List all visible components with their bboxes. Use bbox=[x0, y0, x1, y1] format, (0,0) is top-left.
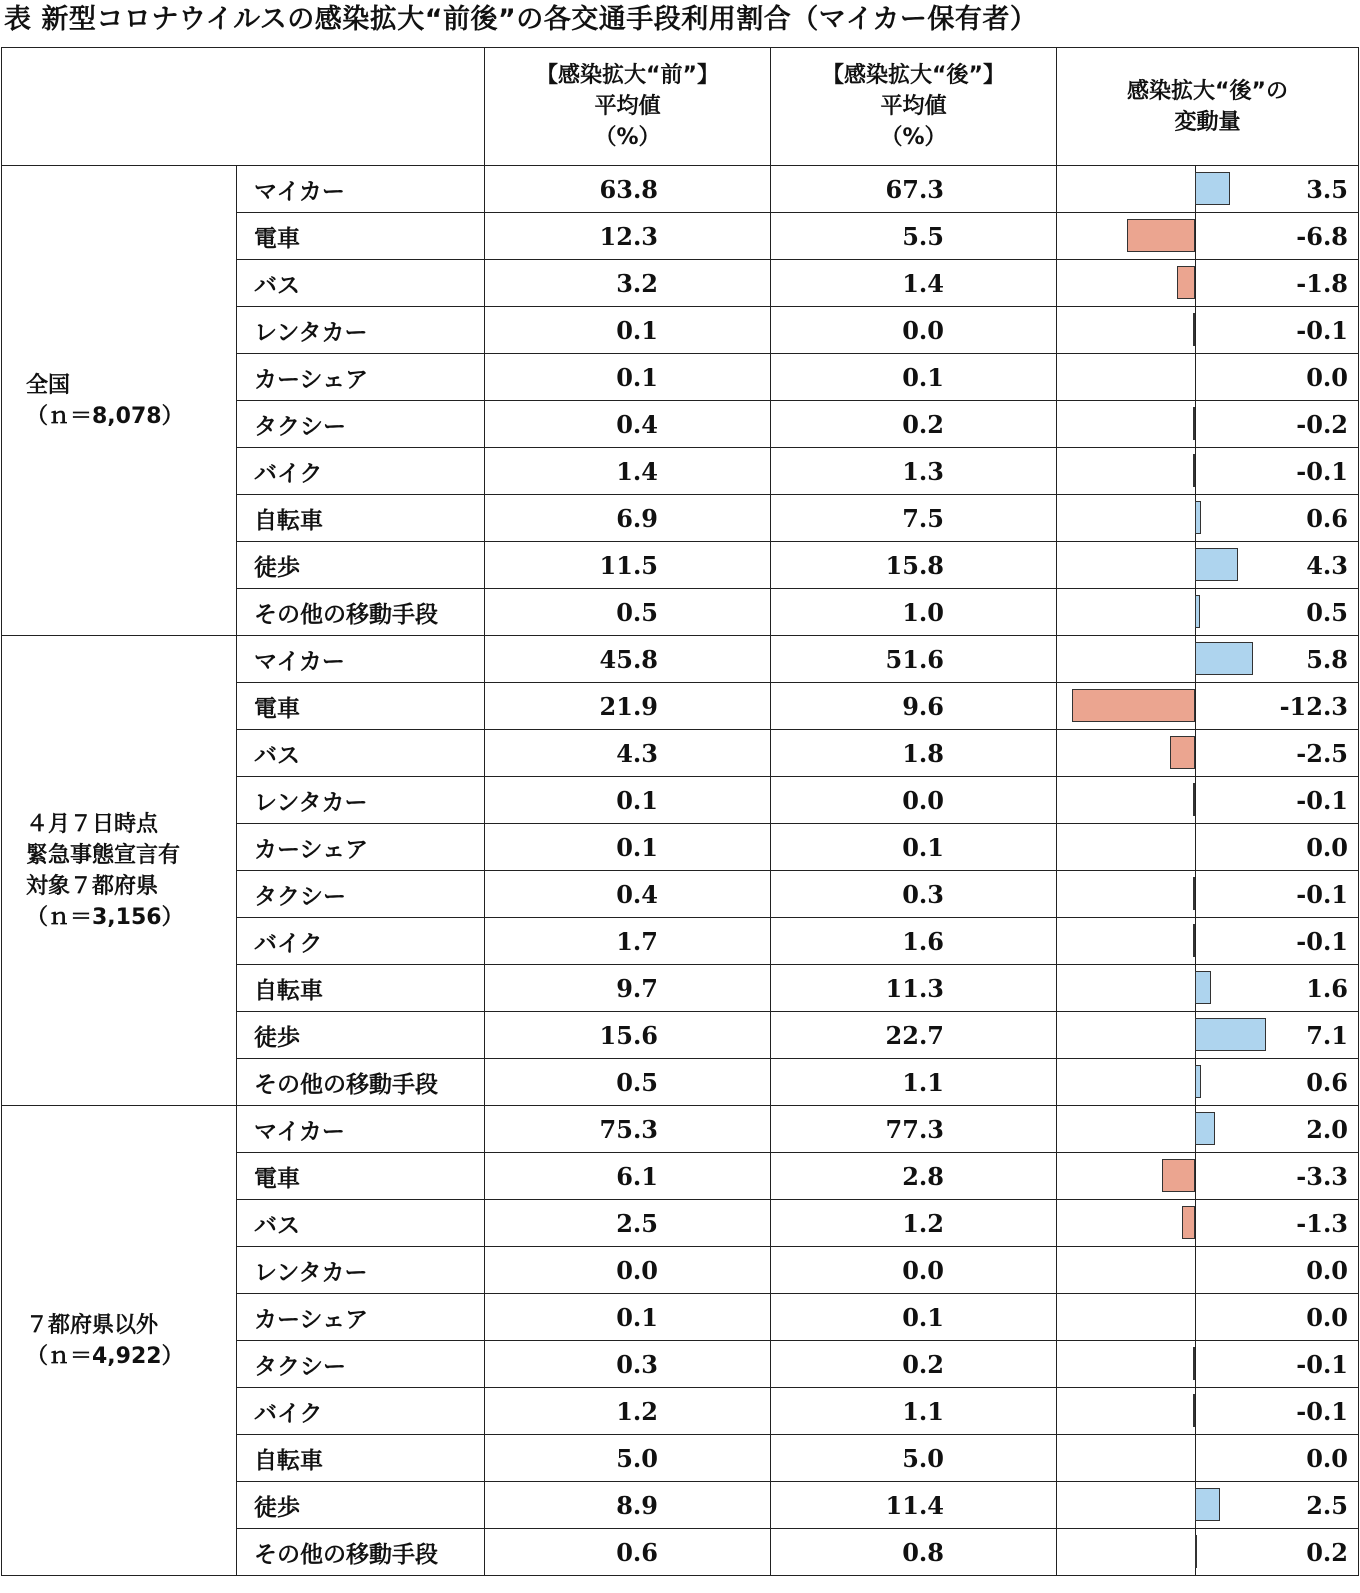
after-value: 1.0 bbox=[771, 589, 1057, 636]
change-bar bbox=[1195, 1112, 1215, 1145]
mode-label: バス bbox=[237, 730, 485, 777]
after-value: 15.8 bbox=[771, 542, 1057, 589]
change-bar bbox=[1182, 1206, 1195, 1239]
before-value: 0.4 bbox=[485, 871, 771, 918]
mode-label: バイク bbox=[237, 1388, 485, 1435]
table-row bbox=[2, 636, 1359, 683]
change-cell bbox=[1057, 1294, 1359, 1341]
change-axis-line bbox=[1195, 1294, 1196, 1340]
before-value: 0.5 bbox=[485, 1059, 771, 1106]
change-value: 2.5 bbox=[1306, 1490, 1348, 1520]
table-body bbox=[2, 166, 1359, 1576]
change-axis-line bbox=[1195, 824, 1196, 870]
change-axis-line bbox=[1195, 213, 1196, 259]
change-bar bbox=[1193, 1347, 1195, 1380]
change-cell bbox=[1057, 401, 1359, 448]
after-value: 1.2 bbox=[771, 1200, 1057, 1247]
change-cell bbox=[1057, 871, 1359, 918]
change-axis-line bbox=[1195, 1341, 1196, 1387]
change-value: 0.2 bbox=[1306, 1537, 1348, 1567]
mode-label: レンタカー bbox=[237, 777, 485, 824]
change-value: 3.5 bbox=[1306, 174, 1348, 204]
header-after bbox=[771, 48, 1057, 166]
before-value: 5.0 bbox=[485, 1435, 771, 1482]
group-label bbox=[2, 636, 237, 1106]
change-axis-line bbox=[1195, 448, 1196, 494]
after-value: 0.1 bbox=[771, 824, 1057, 871]
change-cell bbox=[1057, 1529, 1359, 1576]
after-value: 0.0 bbox=[771, 307, 1057, 354]
header-after-line: （%） bbox=[880, 125, 947, 150]
change-value: 4.3 bbox=[1306, 550, 1348, 580]
change-axis-line bbox=[1195, 871, 1196, 917]
before-value: 0.0 bbox=[485, 1247, 771, 1294]
change-bar bbox=[1127, 219, 1195, 252]
before-value: 4.3 bbox=[485, 730, 771, 777]
change-value: -0.1 bbox=[1296, 1349, 1348, 1379]
mode-label: レンタカー bbox=[237, 307, 485, 354]
change-value: 0.5 bbox=[1306, 597, 1348, 627]
after-value: 1.1 bbox=[771, 1059, 1057, 1106]
after-value: 0.3 bbox=[771, 871, 1057, 918]
before-value: 12.3 bbox=[485, 213, 771, 260]
change-axis-line bbox=[1195, 1153, 1196, 1199]
change-cell bbox=[1057, 354, 1359, 401]
change-value: -1.8 bbox=[1296, 268, 1348, 298]
before-value: 6.9 bbox=[485, 495, 771, 542]
group-label bbox=[2, 166, 237, 636]
change-cell bbox=[1057, 589, 1359, 636]
change-cell bbox=[1057, 1153, 1359, 1200]
before-value: 0.6 bbox=[485, 1529, 771, 1576]
group-label-line: ７都府県以外 bbox=[26, 1312, 159, 1338]
change-bar bbox=[1195, 1065, 1201, 1098]
change-cell bbox=[1057, 636, 1359, 683]
change-bar bbox=[1195, 1488, 1220, 1521]
after-value: 0.1 bbox=[771, 1294, 1057, 1341]
change-value: 0.0 bbox=[1306, 1443, 1348, 1473]
header-after-line: 平均値 bbox=[880, 94, 947, 119]
mode-label: 電車 bbox=[237, 683, 485, 730]
change-cell bbox=[1057, 542, 1359, 589]
after-value: 67.3 bbox=[771, 166, 1057, 213]
before-value: 8.9 bbox=[485, 1482, 771, 1529]
after-value: 0.2 bbox=[771, 1341, 1057, 1388]
header-blank bbox=[2, 48, 485, 166]
after-value: 1.6 bbox=[771, 918, 1057, 965]
change-axis-line bbox=[1195, 730, 1196, 776]
change-value: -0.2 bbox=[1296, 409, 1348, 439]
before-value: 75.3 bbox=[485, 1106, 771, 1153]
mode-label: 自転車 bbox=[237, 495, 485, 542]
before-value: 0.1 bbox=[485, 354, 771, 401]
header-row bbox=[2, 48, 1359, 166]
mode-label: タクシー bbox=[237, 401, 485, 448]
change-cell bbox=[1057, 166, 1359, 213]
after-value: 5.0 bbox=[771, 1435, 1057, 1482]
change-cell bbox=[1057, 1200, 1359, 1247]
before-value: 45.8 bbox=[485, 636, 771, 683]
after-value: 11.3 bbox=[771, 965, 1057, 1012]
mode-label: バス bbox=[237, 260, 485, 307]
usage-table bbox=[1, 47, 1359, 1576]
change-value: -0.1 bbox=[1296, 456, 1348, 486]
change-bar bbox=[1193, 783, 1195, 816]
change-bar bbox=[1162, 1159, 1195, 1192]
mode-label: 徒歩 bbox=[237, 542, 485, 589]
change-value: 2.0 bbox=[1306, 1114, 1348, 1144]
mode-label: その他の移動手段 bbox=[237, 1059, 485, 1106]
change-cell bbox=[1057, 1388, 1359, 1435]
mode-label: 徒歩 bbox=[237, 1482, 485, 1529]
before-value: 15.6 bbox=[485, 1012, 771, 1059]
change-cell bbox=[1057, 1482, 1359, 1529]
page-title: 表 新型コロナウイルスの感染拡大“前後”の各交通手段利用割合（マイカー保有者） bbox=[4, 4, 1038, 35]
before-value: 0.1 bbox=[485, 824, 771, 871]
change-value: 0.0 bbox=[1306, 832, 1348, 862]
mode-label: カーシェア bbox=[237, 354, 485, 401]
change-cell bbox=[1057, 1247, 1359, 1294]
after-value: 0.2 bbox=[771, 401, 1057, 448]
change-value: -2.5 bbox=[1296, 738, 1348, 768]
before-value: 0.1 bbox=[485, 777, 771, 824]
change-cell bbox=[1057, 777, 1359, 824]
change-cell bbox=[1057, 918, 1359, 965]
change-axis-line bbox=[1195, 918, 1196, 964]
change-bar bbox=[1195, 501, 1201, 534]
mode-label: 徒歩 bbox=[237, 1012, 485, 1059]
change-cell bbox=[1057, 824, 1359, 871]
change-bar bbox=[1195, 642, 1253, 675]
change-value: 0.0 bbox=[1306, 1302, 1348, 1332]
change-bar bbox=[1195, 971, 1211, 1004]
change-value: 0.6 bbox=[1306, 503, 1348, 533]
change-value: 1.6 bbox=[1306, 973, 1348, 1003]
before-value: 0.3 bbox=[485, 1341, 771, 1388]
change-axis-line bbox=[1195, 1388, 1196, 1434]
mode-label: 自転車 bbox=[237, 1435, 485, 1482]
change-bar bbox=[1193, 924, 1195, 957]
after-value: 1.4 bbox=[771, 260, 1057, 307]
change-cell bbox=[1057, 448, 1359, 495]
change-axis-line bbox=[1195, 307, 1196, 353]
change-bar bbox=[1195, 548, 1238, 581]
change-value: -0.1 bbox=[1296, 785, 1348, 815]
mode-label: バイク bbox=[237, 448, 485, 495]
change-cell bbox=[1057, 260, 1359, 307]
header-before-line: 【感染拡大“前”】 bbox=[536, 63, 719, 88]
group-label-line: 全国 bbox=[26, 372, 71, 398]
after-value: 5.5 bbox=[771, 213, 1057, 260]
before-value: 0.1 bbox=[485, 307, 771, 354]
group-label-line: 緊急事態宣言有 bbox=[26, 842, 181, 868]
change-bar bbox=[1193, 313, 1195, 346]
mode-label: その他の移動手段 bbox=[237, 589, 485, 636]
change-value: 0.6 bbox=[1306, 1067, 1348, 1097]
mode-label: タクシー bbox=[237, 871, 485, 918]
header-change bbox=[1057, 48, 1359, 166]
change-cell bbox=[1057, 1012, 1359, 1059]
change-bar bbox=[1170, 736, 1195, 769]
group-label-line: （ｎ＝3,156） bbox=[26, 904, 184, 930]
change-cell bbox=[1057, 1435, 1359, 1482]
after-value: 77.3 bbox=[771, 1106, 1057, 1153]
mode-label: マイカー bbox=[237, 636, 485, 683]
mode-label: マイカー bbox=[237, 1106, 485, 1153]
after-value: 0.0 bbox=[771, 1247, 1057, 1294]
mode-label: マイカー bbox=[237, 166, 485, 213]
before-value: 9.7 bbox=[485, 965, 771, 1012]
change-axis-line bbox=[1195, 354, 1196, 400]
mode-label: 自転車 bbox=[237, 965, 485, 1012]
group-label-line: 対象７都府県 bbox=[26, 873, 159, 899]
change-bar bbox=[1072, 689, 1195, 722]
change-cell bbox=[1057, 213, 1359, 260]
mode-label: バス bbox=[237, 1200, 485, 1247]
before-value: 21.9 bbox=[485, 683, 771, 730]
change-axis-line bbox=[1195, 777, 1196, 823]
change-cell bbox=[1057, 495, 1359, 542]
mode-label: レンタカー bbox=[237, 1247, 485, 1294]
after-value: 1.1 bbox=[771, 1388, 1057, 1435]
change-bar bbox=[1195, 1535, 1197, 1568]
change-value: 0.0 bbox=[1306, 362, 1348, 392]
change-value: -3.3 bbox=[1296, 1161, 1348, 1191]
after-value: 51.6 bbox=[771, 636, 1057, 683]
change-value: -6.8 bbox=[1296, 221, 1348, 251]
before-value: 0.4 bbox=[485, 401, 771, 448]
change-bar bbox=[1193, 407, 1195, 440]
after-value: 1.8 bbox=[771, 730, 1057, 777]
after-value: 22.7 bbox=[771, 1012, 1057, 1059]
after-value: 0.1 bbox=[771, 354, 1057, 401]
before-value: 2.5 bbox=[485, 1200, 771, 1247]
change-value: -1.3 bbox=[1296, 1208, 1348, 1238]
before-value: 0.1 bbox=[485, 1294, 771, 1341]
before-value: 63.8 bbox=[485, 166, 771, 213]
before-value: 1.2 bbox=[485, 1388, 771, 1435]
change-value: 5.8 bbox=[1306, 644, 1348, 674]
change-value: -0.1 bbox=[1296, 1396, 1348, 1426]
change-bar bbox=[1195, 1018, 1266, 1051]
group-label bbox=[2, 1106, 237, 1576]
group-label-line: ４月７日時点 bbox=[26, 811, 159, 837]
change-value: -12.3 bbox=[1279, 691, 1348, 721]
before-value: 3.2 bbox=[485, 260, 771, 307]
after-value: 0.0 bbox=[771, 777, 1057, 824]
change-cell bbox=[1057, 683, 1359, 730]
change-value: 0.0 bbox=[1306, 1255, 1348, 1285]
change-axis-line bbox=[1195, 1200, 1196, 1246]
table-row bbox=[2, 1106, 1359, 1153]
change-bar bbox=[1193, 877, 1195, 910]
change-bar bbox=[1177, 266, 1195, 299]
change-bar bbox=[1195, 172, 1230, 205]
mode-label: 電車 bbox=[237, 213, 485, 260]
mode-label: カーシェア bbox=[237, 1294, 485, 1341]
change-bar bbox=[1193, 454, 1195, 487]
after-value: 7.5 bbox=[771, 495, 1057, 542]
before-value: 6.1 bbox=[485, 1153, 771, 1200]
change-cell bbox=[1057, 730, 1359, 777]
header-change-line: 感染拡大“後”の bbox=[1127, 78, 1288, 104]
before-value: 1.7 bbox=[485, 918, 771, 965]
change-cell bbox=[1057, 1106, 1359, 1153]
table-row bbox=[2, 166, 1359, 213]
before-value: 11.5 bbox=[485, 542, 771, 589]
change-cell bbox=[1057, 307, 1359, 354]
change-cell bbox=[1057, 965, 1359, 1012]
change-value: -0.1 bbox=[1296, 879, 1348, 909]
after-value: 0.8 bbox=[771, 1529, 1057, 1576]
change-axis-line bbox=[1195, 1435, 1196, 1481]
change-cell bbox=[1057, 1059, 1359, 1106]
group-label-line: （ｎ＝4,922） bbox=[26, 1343, 184, 1369]
change-cell bbox=[1057, 1341, 1359, 1388]
mode-label: タクシー bbox=[237, 1341, 485, 1388]
mode-label: その他の移動手段 bbox=[237, 1529, 485, 1576]
after-value: 11.4 bbox=[771, 1482, 1057, 1529]
change-bar bbox=[1193, 1394, 1195, 1427]
header-before bbox=[485, 48, 771, 166]
after-value: 9.6 bbox=[771, 683, 1057, 730]
change-axis-line bbox=[1195, 260, 1196, 306]
after-value: 1.3 bbox=[771, 448, 1057, 495]
before-value: 1.4 bbox=[485, 448, 771, 495]
change-axis-line bbox=[1195, 401, 1196, 447]
header-before-line: 平均値 bbox=[594, 94, 661, 119]
mode-label: バイク bbox=[237, 918, 485, 965]
before-value: 0.5 bbox=[485, 589, 771, 636]
change-axis-line bbox=[1195, 1247, 1196, 1293]
header-before-line: （%） bbox=[594, 125, 661, 150]
change-value: -0.1 bbox=[1296, 926, 1348, 956]
header-change-line: 変動量 bbox=[1174, 109, 1241, 135]
change-bar bbox=[1195, 595, 1200, 628]
group-label-line: （ｎ＝8,078） bbox=[26, 403, 184, 429]
mode-label: カーシェア bbox=[237, 824, 485, 871]
mode-label: 電車 bbox=[237, 1153, 485, 1200]
header-after-line: 【感染拡大“後”】 bbox=[822, 63, 1005, 88]
change-value: -0.1 bbox=[1296, 315, 1348, 345]
change-axis-line bbox=[1195, 683, 1196, 729]
change-value: 7.1 bbox=[1306, 1020, 1348, 1050]
after-value: 2.8 bbox=[771, 1153, 1057, 1200]
